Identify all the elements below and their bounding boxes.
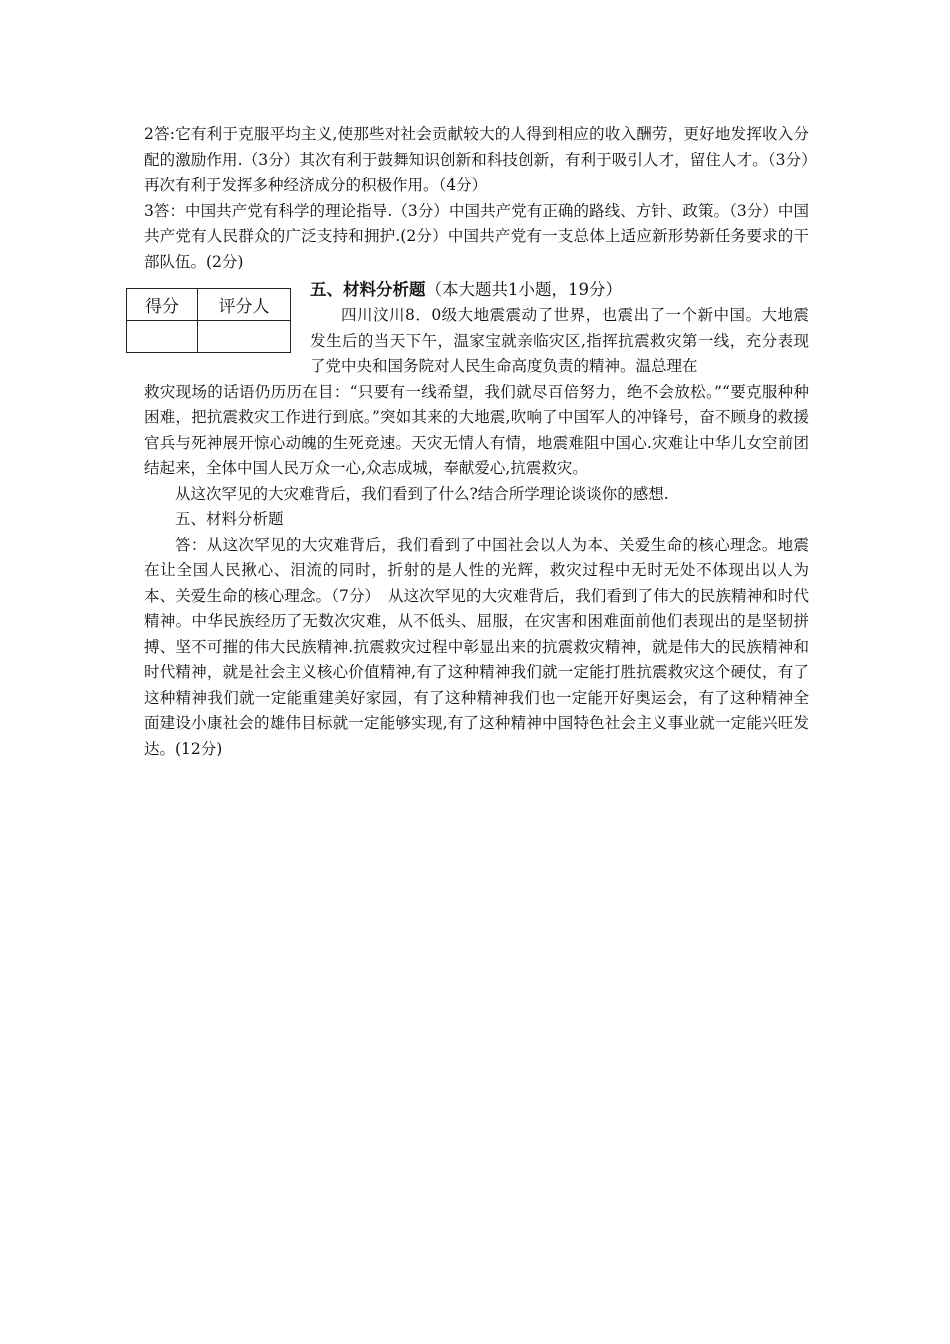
score-table: [126, 288, 291, 353]
section-title-main: 五、材料分析题: [310, 280, 426, 299]
grader-cell[interactable]: [198, 321, 291, 353]
section-title: [310, 276, 809, 303]
material-head: 四川汶川8．0级大地震震动了世界，也震出了一个新中国。大地震发生后的当天下午，温家宝就亲临灾区,指挥抗震救灾第一线，充分表现了党中央和国务院对人民生命高度负责的精神。温总理在: [310, 306, 809, 375]
question-text: 从这次罕见的大灾难背后，我们看到了什么?结合所学理论谈谈你的感想.: [175, 484, 669, 503]
answer-text: 答：从这次罕见的大灾难背后，我们看到了中国社会以人为本、关爱生命的核心理念。地震在让全国人民揪心、泪流的同时，折射的是人性的光辉，救灾过程中无时无处不体现出以人为本、关爱生命的核心理念。（7分） 从这次罕见的大灾难背后，我们看到了伟大的民族精神和时代精神。中华民族经历了无数次灾难，从不低头、屈服，在灾害和困难面前他们表现出的是坚韧拼搏、坚不可摧的伟大民族精神.抗震救灾过程中彰显出来的抗震救灾精神，就是伟大的民族精神和时代精神，就是社会主义核心价值精神,有了这种精神我们就一定能打胜抗震救灾这个硬仗，有了这种精神我们就一定能重建美好家园，有了这种精神我们也一定能开好奥运会，有了这种精神全面建设小康社会的雄伟目标就一定能够实现,有了这种精神中国特色社会主义事业就一定能兴旺发达。(12分): [144, 535, 809, 758]
section-five-body: [310, 276, 809, 380]
answer-heading: 五、材料分析题: [175, 510, 284, 528]
document-page: [144, 122, 809, 762]
section-five: [144, 276, 809, 380]
score-header: 得分: [127, 289, 198, 321]
section-title-note: （本大题共1小题，19分）: [425, 280, 622, 299]
material-tail: 救灾现场的话语仍历历在目：“只要有一线希望，我们就尽百倍努力，绝不会放松。”“要克服种种困难，把抗震救灾工作进行到底。”突如其来的大地震,吹响了中国军人的冲锋号，奋不顾身的救援官兵与死神展开惊心动魄的生死竞速。天灾无情人有情，地震难阻中国心.灾难让中华儿女空前团结起来，全体中国人民万众一心,众志成城，奉献爱心,抗震救灾。: [144, 382, 809, 477]
answer-3: 3答：中国共产党有科学的理论指导.（3分）中国共产党有正确的路线、方针、政策。（3分）中国共产党有人民群众的广泛支持和拥护.(2分）中国共产党有一支总体上适应新形势新任务要求的干部队伍。(2分): [144, 201, 809, 271]
grader-header: 评分人: [198, 289, 291, 321]
score-cell[interactable]: [127, 321, 198, 353]
answer-2: 2答:它有利于克服平均主义,使那些对社会贡献较大的人得到相应的收入酬劳，更好地发挥收入分配的激励作用.（3分）其次有利于鼓舞知识创新和科技创新，有利于吸引人才，留住人才。（3分）再次有利于发挥多种经济成分的积极作用。（4分）: [144, 125, 809, 194]
